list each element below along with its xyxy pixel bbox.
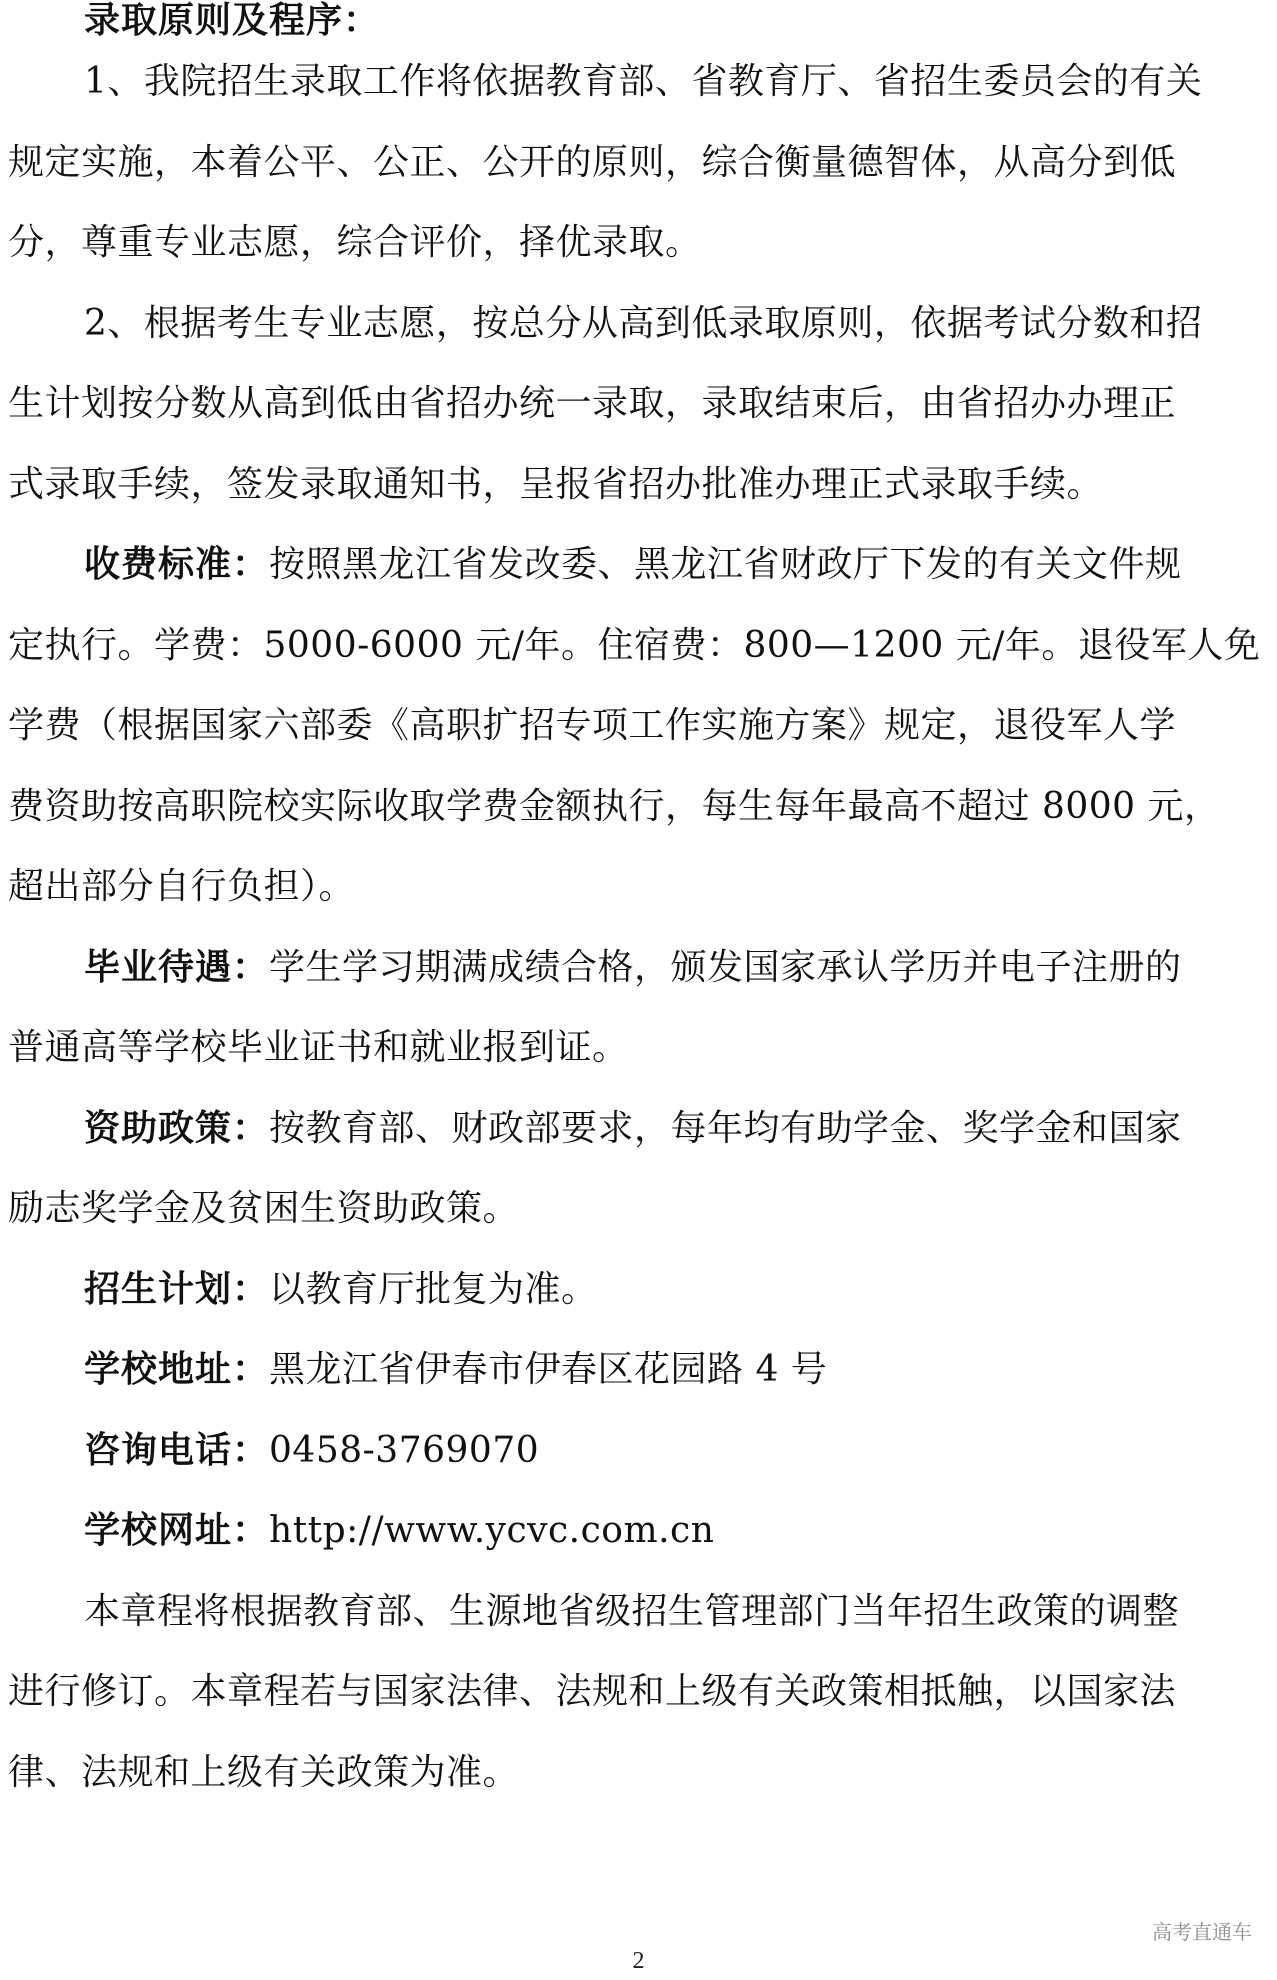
fees-line: 定执行。学费：5000-6000 元/年。住宿费：800—1200 元/年。退役军人免	[8, 624, 1261, 666]
closing-line: 进行修订。本章程若与国家法律、法规和上级有关政策相抵触，以国家法	[8, 1671, 1177, 1712]
fees-line: 超出部分自行负担）。	[8, 866, 356, 907]
phone-line	[8, 1411, 1266, 1492]
address-line	[8, 1330, 1266, 1411]
fees-line: 费资助按高职院校实际收取学费金额执行，每生每年最高不超过 8000 元，	[8, 785, 1221, 827]
document-page	[8, 0, 1266, 1813]
graduation-label: 毕业待遇：	[84, 946, 270, 988]
fees-label: 收费标准：	[84, 544, 270, 585]
aid-line	[8, 1089, 1266, 1170]
admission-p1-line: 1、我院招生录取工作将依据教育部、省教育厅、省招生委员会的有关	[84, 61, 1203, 102]
page-number: 2	[632, 1948, 645, 1974]
admission-p2-line: 生计划按分数从高到低由省招办统一录取，录取结束后，由省招办办理正	[8, 383, 1177, 424]
admission-p2-line: 式录取手续，签发录取通知书，呈报省招办批准办理正式录取手续。	[8, 463, 1104, 505]
admission-p1-line: 分，尊重专业志愿，综合评价，择优录取。	[8, 222, 702, 263]
website-line	[8, 1491, 1266, 1572]
aid-label: 资助政策：	[84, 1107, 270, 1149]
admission-p1-line: 规定实施，本着公平、公正、公开的原则，综合衡量德智体，从高分到低	[8, 141, 1177, 183]
fees-line	[8, 525, 1266, 606]
closing-line: 律、法规和上级有关政策为准。	[8, 1751, 520, 1793]
plan-line	[8, 1250, 1266, 1331]
address-label: 学校地址：	[84, 1349, 270, 1390]
fees-line: 学费（根据国家六部委《高职扩招专项工作实施方案》规定，退役军人学	[8, 705, 1177, 746]
admission-p2-line: 2、根据考生专业志愿，按总分从高到低录取原则，依据考试分数和招	[84, 302, 1203, 344]
aid-text: 按教育部、财政部要求，每年均有助学金、奖学金和国家	[269, 1107, 1182, 1149]
admission-heading: 录取原则及程序：	[84, 0, 381, 41]
watermark: 高考直通车	[1152, 1920, 1252, 1944]
closing-line: 本章程将根据教育部、生源地省级招生管理部门当年招生政策的调整	[84, 1590, 1180, 1632]
website-link[interactable]: http://www.ycvc.com.cn	[269, 1510, 715, 1551]
plan-label: 招生计划：	[84, 1268, 270, 1310]
graduation-line: 普通高等学校毕业证书和就业报到证。	[8, 1027, 629, 1068]
aid-line: 励志奖学金及贫困生资助政策。	[8, 1188, 520, 1229]
address-value: 黑龙江省伊春市伊春区花园路 4 号	[269, 1349, 828, 1390]
graduation-line	[8, 928, 1266, 1009]
website-label: 学校网址：	[84, 1510, 270, 1551]
phone-label: 咨询电话：	[84, 1429, 270, 1471]
phone-value: 0458-3769070	[269, 1429, 540, 1471]
plan-value: 以教育厅批复为准。	[269, 1268, 598, 1310]
graduation-text: 学生学习期满成绩合格，颁发国家承认学历并电子注册的	[269, 946, 1182, 988]
fees-text: 按照黑龙江省发改委、黑龙江省财政厅下发的有关文件规	[269, 544, 1182, 585]
